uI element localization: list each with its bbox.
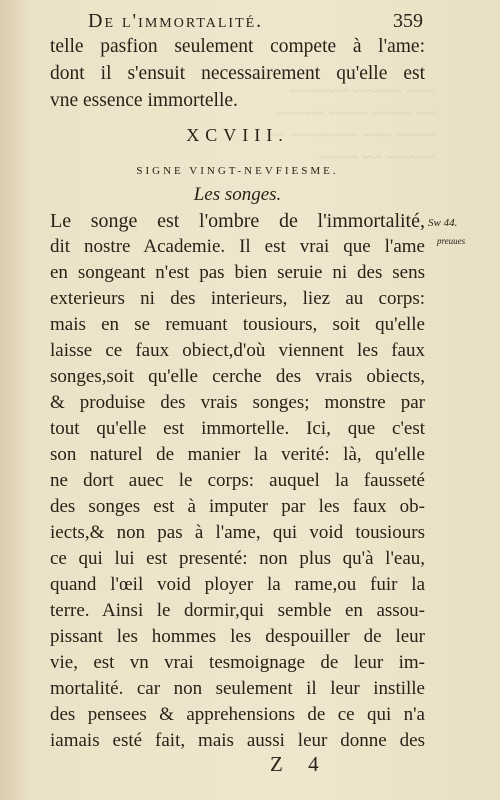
text-line: vne essence immortelle. [50,90,238,111]
text-line: son naturel de manier la verité: là, qu'elle [50,444,425,465]
text-line: terre. Ainsi le dormir,qui semble en assou- [50,600,425,621]
text-line: des songes est à imputer par les faux ob- [50,496,425,517]
text-line: laisse ce faux obiect,d'où viennent les faux [50,340,425,361]
text-line: songes,soit qu'elle cerche des vrais obiects, [50,366,425,387]
text-line: des pensees & apprehensions de ce qui n'a [50,704,425,725]
show-through-text: ~~~ ~~~~~ ~~~~~~ ~~ ~~~~ ~~~~ ~~~~~ ~~~~ ~~~ ~~~~~~~ ~~ ~~~~~ ~~ ~~~~ [265,81,435,167]
text-line: & produise des vrais songes; monstre par [50,392,425,413]
text-line: en songeant n'est pas bien seruie ni des sens [50,262,425,283]
text-line: quand l'œil void ployer la rame,ou fuir la [50,574,425,595]
text-line: ne dort auec le corps: auquel la fausseté [50,470,425,491]
text-line: telle pasfion seulement compete à l'ame: [50,36,425,57]
margin-note-label: preuues [437,236,466,246]
text-line: exterieurs ni des interieurs, liez au corps: [50,288,425,309]
text-line: dont il s'ensuit necessairement qu'elle est [50,63,425,84]
text-line: vie, est vn vrai tesmoignage de leur im- [50,652,425,673]
text-line: pissant les hommes les despouiller de leur [50,626,425,647]
catchword-signature: Z 4 [270,752,329,776]
text-line: Le songe est l'ombre de l'immortalité, [50,210,425,232]
margin-note-reference: Sw 44. [428,217,458,229]
text-line: dit nostre Academie. Il est vrai que l'ame [50,236,425,257]
chapter-sign: SIGNE VINGT-NEVFIESME. [136,165,339,177]
text-line: tout qu'elle est immortelle. Ici, que c'est [50,418,425,439]
text-line: iamais esté fait, mais aussi leur donne des [50,730,425,751]
running-title: De l'immortalité. [88,10,264,32]
text-line: mais en se remuant tousiours, soit qu'elle [50,314,425,335]
text-line: ce qui lui est presenté: non plus qu'à l'eau, [50,548,425,569]
text-line: mortalité. car non seulement il leur instille [50,678,425,699]
text-line: iects,& non pas à l'ame, qui void tousiours [50,522,425,543]
page-number: 359 [393,10,423,32]
page-header [88,10,423,34]
chapter-number: XCVIII. [186,125,289,145]
chapter-title: Les songes. [193,184,282,205]
